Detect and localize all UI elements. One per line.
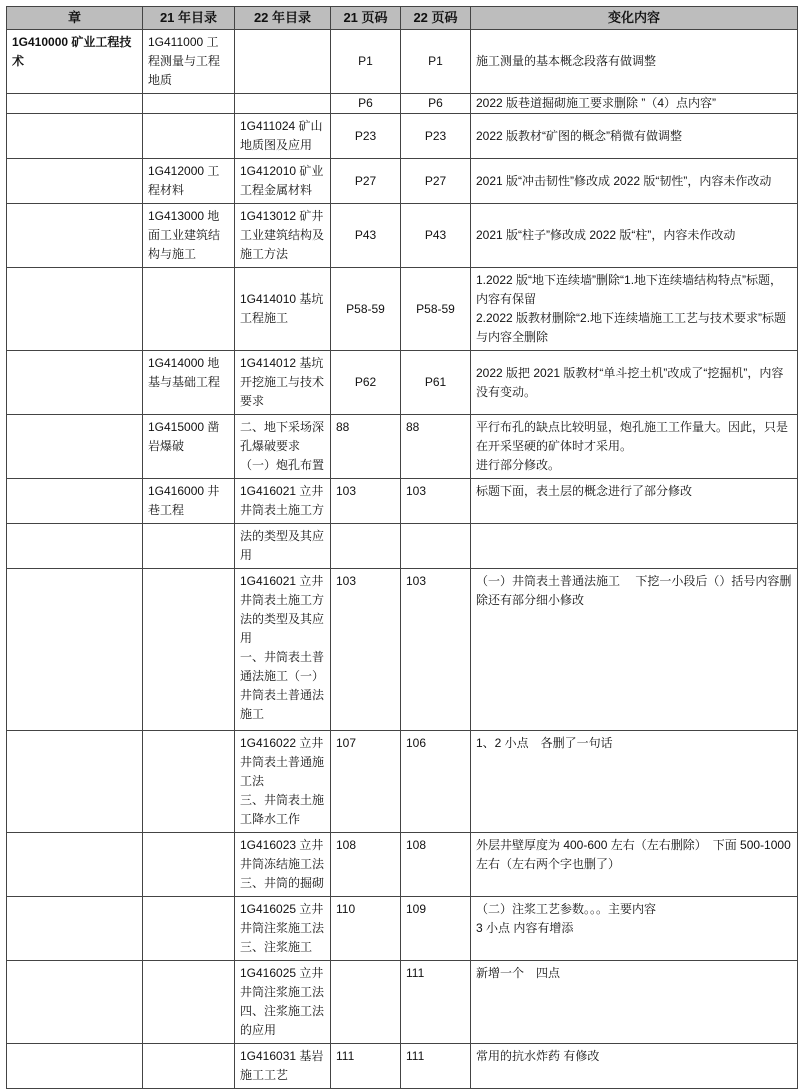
table-row <box>7 94 798 114</box>
dir-22-cell <box>235 961 331 1044</box>
chapter-cell <box>7 1044 143 1089</box>
change-cell: 2022 版把 2021 版教材“单斗挖土机”改成了“挖掘机”，内容没有变动。 <box>471 351 798 415</box>
page-21-cell <box>331 524 401 569</box>
dir-21-cell: 1G412000 工程材料 <box>143 159 235 204</box>
dir-21-cell <box>143 268 235 351</box>
dir-22-line: 三、井筒的掘砌 <box>240 876 325 890</box>
change-line: （二）注浆工艺参数。。。主要内容 <box>476 902 657 916</box>
dir-22-cell <box>235 30 331 94</box>
table-row <box>7 415 798 479</box>
table-row <box>7 114 798 159</box>
page-22-cell: 108 <box>401 833 471 897</box>
table-row <box>7 159 798 204</box>
dir-22-cell: 1G411024 矿山地质图及应用 <box>235 114 331 159</box>
page-22-cell <box>401 524 471 569</box>
page-21-cell: P1 <box>331 30 401 94</box>
dir-22-cell <box>235 415 331 479</box>
dir-22-cell <box>235 897 331 961</box>
page-22-cell: P43 <box>401 204 471 268</box>
dir-22-line: 1G416025 立井井筒注浆施工法 <box>240 902 325 935</box>
change-cell: 2021 版“柱子”修改成 2022 版“柱”，内容未作改动 <box>471 204 798 268</box>
page-21-cell: 111 <box>331 1044 401 1089</box>
dir-21-cell <box>143 114 235 159</box>
page-22-cell: 103 <box>401 479 471 524</box>
change-cell: 2022 版巷道掘砌施工要求删除 ”（4）点内容” <box>471 94 798 114</box>
dir-22-line: 1G416031 基岩施工工艺 <box>240 1049 324 1082</box>
change-cell: 2021 版“冲击韧性”修改成 2022 版“韧性”，内容未作改动 <box>471 159 798 204</box>
table-row <box>7 961 798 1044</box>
dir-21-cell <box>143 94 235 114</box>
dir-22-line: 四、注浆施工法的应用 <box>240 1004 325 1037</box>
table-row <box>7 30 798 94</box>
header-dir-22: 22 年目录 <box>235 7 331 30</box>
dir-21-cell <box>143 961 235 1044</box>
page-21-cell: P43 <box>331 204 401 268</box>
dir-22-cell: 1G413012 矿井工业建筑结构及施工方法 <box>235 204 331 268</box>
dir-22-cell <box>235 731 331 833</box>
page-21-cell: 88 <box>331 415 401 479</box>
chapter-cell <box>7 833 143 897</box>
change-cell: （一）井筒表土普通法施工 下挖一小段后（）括号内容删除还有部分细小修改 <box>471 569 798 731</box>
dir-22-line: （一）炮孔布置 <box>240 458 325 472</box>
dir-21-cell: 1G415000 凿岩爆破 <box>143 415 235 479</box>
dir-22-cell: 1G416021 立井井筒表土施工方 <box>235 479 331 524</box>
dir-22-line: 二、地下采场深孔爆破要求 <box>240 420 325 453</box>
change-cell: 外层井壁厚度为 400-600 左右（左右删除） 下面 500-1000 左右（左右两个字也删了） <box>471 833 798 897</box>
page-21-cell: P62 <box>331 351 401 415</box>
dir-22-line: 1G416023 立井井筒冻结施工法 <box>240 838 325 871</box>
chapter-cell <box>7 204 143 268</box>
table-row <box>7 479 798 524</box>
header-dir-21: 21 年目录 <box>143 7 235 30</box>
table-row <box>7 569 798 731</box>
chapter-cell <box>7 569 143 731</box>
chapter-cell <box>7 351 143 415</box>
dir-21-cell <box>143 524 235 569</box>
dir-22-cell: 法的类型及其应用 <box>235 524 331 569</box>
change-cell: 新增一个 四点 <box>471 961 798 1044</box>
chapter-cell <box>7 731 143 833</box>
table-row <box>7 204 798 268</box>
table-row <box>7 268 798 351</box>
page-22-cell: 109 <box>401 897 471 961</box>
header-row <box>7 7 798 30</box>
change-line: 进行部分修改。 <box>476 458 561 472</box>
table-row <box>7 833 798 897</box>
page-22-cell: 111 <box>401 961 471 1044</box>
table-row <box>7 524 798 569</box>
change-line: 3 小点 内容有增添 <box>476 921 574 935</box>
table-row <box>7 897 798 961</box>
page-21-cell: 108 <box>331 833 401 897</box>
chapter-cell <box>7 524 143 569</box>
header-page-21: 21 页码 <box>331 7 401 30</box>
dir-22-cell <box>235 569 331 731</box>
dir-22-cell <box>235 833 331 897</box>
table-row <box>7 731 798 833</box>
change-cell: 常用的抗水炸药 有修改 <box>471 1044 798 1089</box>
comparison-table-continued <box>6 523 798 1089</box>
dir-22-line: 三、井筒表土施工降水工作 <box>240 793 325 826</box>
dir-22-cell: 1G414012 基坑开挖施工与技术要求 <box>235 351 331 415</box>
chapter-cell <box>7 94 143 114</box>
dir-21-cell <box>143 731 235 833</box>
page-22-cell: 88 <box>401 415 471 479</box>
dir-21-cell: 1G414000 地基与基础工程 <box>143 351 235 415</box>
page-21-cell: P58-59 <box>331 268 401 351</box>
dir-21-cell <box>143 897 235 961</box>
header-page-22: 22 页码 <box>401 7 471 30</box>
comparison-table-top <box>6 6 798 524</box>
dir-22-line: 一、井筒表土普通法施工（一）井筒表土普通法施工 <box>240 650 325 721</box>
change-cell <box>471 415 798 479</box>
change-cell <box>471 524 798 569</box>
dir-21-cell <box>143 569 235 731</box>
dir-22-line: 1G416021 立井井筒表土施工方法的类型及其应用 <box>240 574 325 645</box>
dir-21-cell: 1G413000 地面工业建筑结构与施工 <box>143 204 235 268</box>
change-cell: 施工测量的基本概念段落有做调整 <box>471 30 798 94</box>
header-change: 变化内容 <box>471 7 798 30</box>
page-22-cell: 111 <box>401 1044 471 1089</box>
page-22-cell: 106 <box>401 731 471 833</box>
chapter-cell <box>7 961 143 1044</box>
chapter-cell <box>7 897 143 961</box>
chapter-cell <box>7 114 143 159</box>
page-22-cell: P58-59 <box>401 268 471 351</box>
page-21-cell: 107 <box>331 731 401 833</box>
dir-22-line: 三、注浆施工 <box>240 940 313 954</box>
dir-22-cell: 1G414010 基坑工程施工 <box>235 268 331 351</box>
page-21-cell: 103 <box>331 479 401 524</box>
dir-22-cell <box>235 1044 331 1089</box>
page-22-cell: P61 <box>401 351 471 415</box>
dir-22-cell: 1G412010 矿业工程金属材料 <box>235 159 331 204</box>
header-chapter: 章 <box>7 7 143 30</box>
change-line: 1.2022 版“地下连续墙”删除“1.地下连续墙结构特点”标题，内容有保留 <box>476 273 783 306</box>
dir-22-line: 1G416025 立井井筒注浆施工法 <box>240 966 325 999</box>
page-21-cell: P27 <box>331 159 401 204</box>
dir-22-line: 1G416022 立井井筒表土普通施工法 <box>240 736 325 788</box>
dir-21-cell: 1G411000 工程测量与工程地质 <box>143 30 235 94</box>
page-22-cell: 103 <box>401 569 471 731</box>
dir-22-cell <box>235 94 331 114</box>
dir-21-cell <box>143 1044 235 1089</box>
change-cell: 标题下面，表土层的概念进行了部分修改 <box>471 479 798 524</box>
page-21-cell: 103 <box>331 569 401 731</box>
chapter-cell <box>7 479 143 524</box>
change-line: 平行布孔的缺点比较明显，炮孔施工工作量大。因此，只是在开采坚硬的矿体时才采用。 <box>476 420 789 453</box>
page-22-cell: P27 <box>401 159 471 204</box>
change-cell: 2022 版教材“矿图的概念”稍微有做调整 <box>471 114 798 159</box>
chapter-cell: 1G410000 矿业工程技术 <box>7 30 143 94</box>
page-21-cell <box>331 961 401 1044</box>
page-22-cell: P6 <box>401 94 471 114</box>
table-row <box>7 351 798 415</box>
change-cell <box>471 268 798 351</box>
change-cell <box>471 897 798 961</box>
table-row <box>7 1044 798 1089</box>
page-21-cell: 110 <box>331 897 401 961</box>
page-21-cell: P23 <box>331 114 401 159</box>
change-cell: 1、2 小点 各删了一句话 <box>471 731 798 833</box>
chapter-cell <box>7 268 143 351</box>
chapter-cell <box>7 159 143 204</box>
page-22-cell: P23 <box>401 114 471 159</box>
dir-21-cell: 1G416000 井巷工程 <box>143 479 235 524</box>
chapter-cell <box>7 415 143 479</box>
page-21-cell: P6 <box>331 94 401 114</box>
change-line: 2.2022 版教材删除“2.地下连续墙施工工艺与技术要求”标题与内容全删除 <box>476 311 787 344</box>
dir-21-cell <box>143 833 235 897</box>
page-22-cell: P1 <box>401 30 471 94</box>
